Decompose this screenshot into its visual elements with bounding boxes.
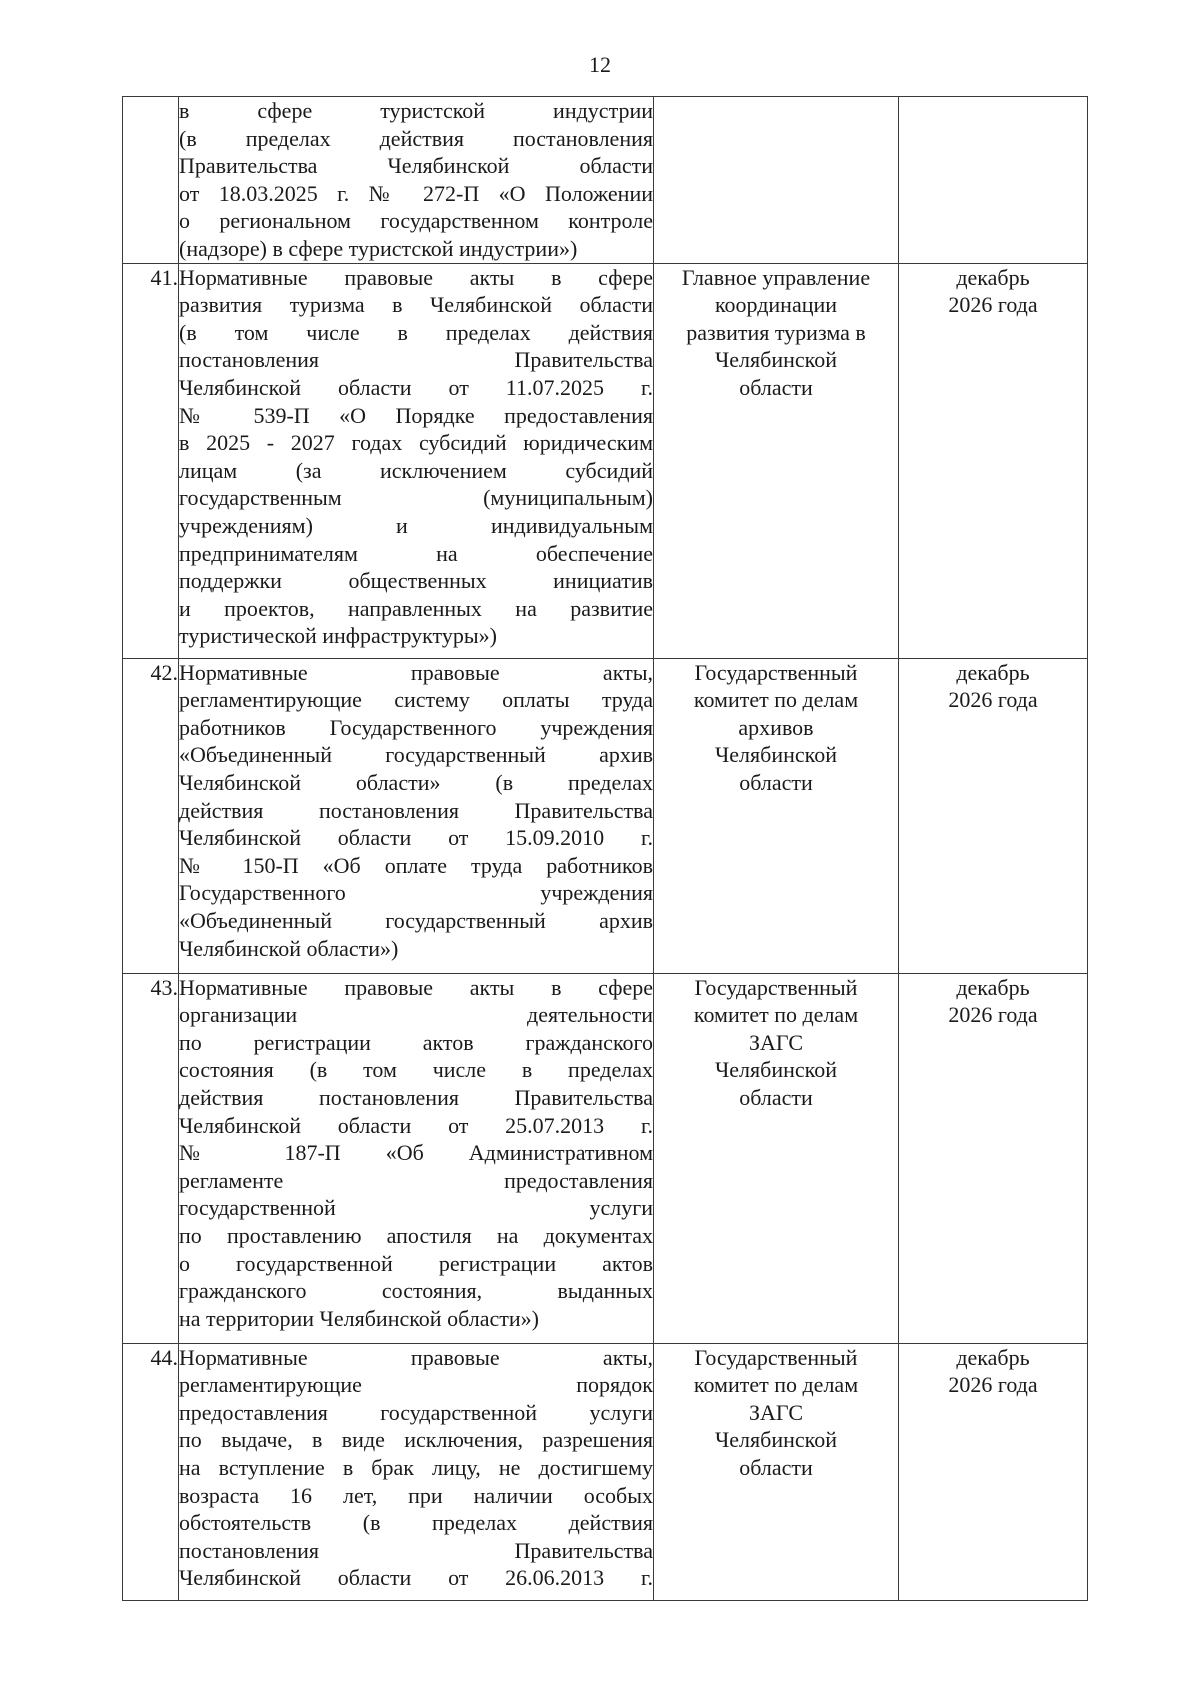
table-row (123, 1343, 1088, 1600)
description-line: (в пределах действия постановления (179, 125, 653, 151)
description-line: № 539-П «О Порядке предоставления (179, 402, 653, 428)
deadline-line: декабрь (956, 659, 1030, 685)
description-line: о государственной регистрации актов (179, 1250, 653, 1276)
description-line: Челябинской области от 26.06.2013 г. (179, 1565, 653, 1591)
description-line: (в том числе в пределах действия (179, 319, 653, 345)
deadline-line: 2026 года (948, 1372, 1038, 1398)
plan-table (122, 96, 1088, 1601)
description-line: и проектов, направленных на развитие (179, 595, 653, 621)
responsible-line: комитет по делам (693, 1372, 859, 1398)
deadline-line: декабрь (956, 264, 1030, 290)
table-row (123, 263, 1088, 658)
act-description (179, 1343, 654, 1600)
responsible-line: архивов (738, 714, 814, 740)
responsible-line: Главное управление (681, 264, 871, 290)
description-line: по выдаче, в виде исключения, разрешения (179, 1427, 653, 1453)
description-line: Челябинской области») (179, 935, 399, 961)
description-line: Нормативные правовые акты, (179, 659, 653, 685)
responsible-line: области (739, 1454, 813, 1480)
description-line: на территории Челябинской области») (179, 1305, 539, 1331)
act-description (179, 658, 654, 973)
description-line: от 18.03.2025 г. № 272-П «О Положении (179, 180, 653, 206)
description-line: Нормативные правовые акты в сфере (179, 264, 653, 290)
description-line: (надзоре) в сфере туристской индустрии») (179, 235, 578, 261)
responsible-body (654, 1343, 899, 1600)
description-line: действия постановления Правительства (179, 797, 653, 823)
responsible-body (654, 973, 899, 1343)
description-line: регламенте предоставления (179, 1167, 653, 1193)
description-line: организации деятельности (179, 1002, 653, 1028)
description-line: государственным (муниципальным) (179, 485, 653, 511)
deadline (899, 658, 1088, 973)
description-line: по регистрации актов гражданского (179, 1029, 653, 1055)
description-line: о региональном государственном контроле (179, 208, 653, 234)
table-row (123, 97, 1088, 264)
table-row (123, 658, 1088, 973)
description-line: постановления Правительства (179, 347, 653, 373)
description-line: работников Государственного учреждения (179, 714, 653, 740)
responsible-line: области (739, 374, 813, 400)
table-row (123, 973, 1088, 1343)
responsible-line: ЗАГС (748, 1029, 803, 1055)
description-line: № 150-П «Об оплате труда работников (179, 852, 653, 878)
description-line: по проставлению апостиля на документах (179, 1222, 653, 1248)
description-line: Нормативные правовые акты, (179, 1344, 653, 1370)
responsible-line: Челябинской (714, 742, 837, 768)
deadline-line: декабрь (956, 1344, 1030, 1370)
description-line: № 187-П «Об Административном (179, 1140, 653, 1166)
deadline-line: 2026 года (948, 1002, 1038, 1028)
deadline-line: 2026 года (948, 292, 1038, 318)
responsible-line: области (739, 769, 813, 795)
description-line: Челябинской области от 15.09.2010 г. (179, 825, 653, 851)
description-line: лицам (за исключением субсидий (179, 457, 653, 483)
act-description (179, 973, 654, 1343)
deadline-line: 2026 года (948, 687, 1038, 713)
description-line: постановления Правительства (179, 1537, 653, 1563)
deadline-line: декабрь (956, 974, 1030, 1000)
responsible-line: координации (714, 292, 838, 318)
description-line: обстоятельств (в пределах действия (179, 1510, 653, 1536)
responsible-line: комитет по делам (693, 687, 859, 713)
responsible-body (654, 658, 899, 973)
act-description (179, 263, 654, 658)
description-line: туристической инфраструктуры») (179, 623, 497, 649)
description-line: Челябинской области» (в пределах (179, 769, 653, 795)
description-line: на вступление в брак лицу, не достигшему (179, 1454, 653, 1480)
description-line: «Объединенный государственный архив (179, 742, 653, 768)
description-line: государственной услуги (179, 1195, 653, 1221)
description-line: в сфере туристской индустрии (179, 98, 653, 123)
description-line: Правительства Челябинской области (179, 153, 653, 179)
responsible-body (654, 263, 899, 658)
description-line: Челябинской области от 11.07.2025 г. (179, 374, 653, 400)
responsible-line: Государственный (694, 974, 858, 1000)
responsible-line: Государственный (694, 1344, 858, 1370)
description-line: поддержки общественных инициатив (179, 568, 653, 594)
deadline (899, 97, 1088, 264)
row-number: 42. (123, 658, 179, 973)
description-line: Челябинской области от 25.07.2013 г. (179, 1112, 653, 1138)
page-number: 12 (589, 52, 611, 77)
description-line: «Объединенный государственный архив (179, 907, 653, 933)
act-description (179, 97, 654, 264)
responsible-line: комитет по делам (693, 1002, 859, 1028)
responsible-line: развития туризма в (686, 319, 866, 345)
row-number (123, 97, 179, 264)
description-line: Нормативные правовые акты в сфере (179, 974, 653, 1000)
description-line: регламентирующие систему оплаты труда (179, 687, 653, 713)
description-line: возраста 16 лет, при наличии особых (179, 1482, 653, 1508)
deadline (899, 263, 1088, 658)
description-line: предпринимателям на обеспечение (179, 540, 653, 566)
responsible-line: области (739, 1084, 813, 1110)
description-line: регламентирующие порядок (179, 1372, 653, 1398)
description-line: в 2025 - 2027 годах субсидий юридическим (179, 430, 653, 456)
description-line: состояния (в том числе в пределах (179, 1057, 653, 1083)
row-number: 41. (123, 263, 179, 658)
responsible-line: Челябинской (714, 1057, 837, 1083)
description-line: гражданского состояния, выданных (179, 1278, 653, 1304)
responsible-line: ЗАГС (748, 1399, 803, 1425)
responsible-line: Челябинской (714, 1427, 837, 1453)
row-number: 43. (123, 973, 179, 1343)
description-line: предоставления государственной услуги (179, 1399, 653, 1425)
description-line: развития туризма в Челябинской области (179, 292, 653, 318)
description-line: действия постановления Правительства (179, 1084, 653, 1110)
responsible-line: Государственный (694, 659, 858, 685)
responsible-body (654, 97, 899, 264)
deadline (899, 973, 1088, 1343)
row-number: 44. (123, 1343, 179, 1600)
description-line: учреждениям) и индивидуальным (179, 512, 653, 538)
description-line: Государственного учреждения (179, 880, 653, 906)
deadline (899, 1343, 1088, 1600)
responsible-line: Челябинской (714, 347, 837, 373)
